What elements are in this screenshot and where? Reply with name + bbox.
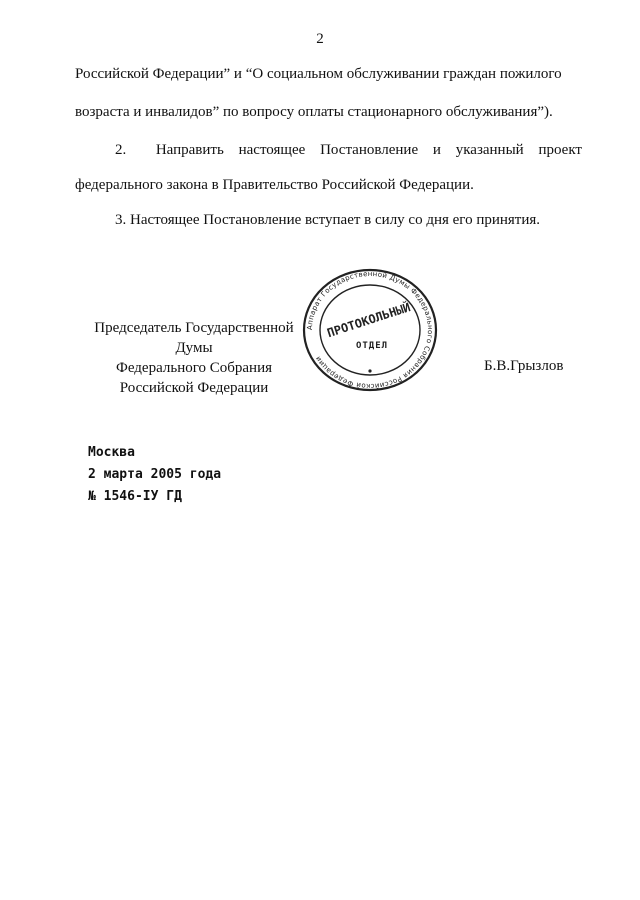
official-stamp (300, 268, 440, 392)
body-paragraph-3: 3. Настоящее Постановление вступает в силу со дня его принятия. (115, 212, 541, 228)
body-line-1: Российской Федерации” и “О социальном обслуживании граждан пожилого (75, 66, 562, 82)
meta-date: 2 марта 2005 года (88, 467, 222, 482)
signature-title-line-3: Российской Федерации (119, 380, 269, 396)
signer-name: Б.В.Грызлов (484, 358, 564, 374)
signature-title (76, 318, 312, 398)
stamp-bottom-text: ОТДЕЛ (355, 341, 389, 351)
stamp-center-text: ПРОТОКОЛЬНЫЙ (325, 300, 413, 341)
page-number: 2 (316, 31, 324, 47)
stamp-outer-text: Аппарат Государственной Думы Федерального Собрания Российской Федерации (305, 269, 435, 391)
meta-city: Москва (88, 445, 135, 460)
body-line-2: возраста и инвалидов” по вопросу оплаты стационарного обслуживания”). (75, 104, 553, 120)
body-paragraph-2: 2. Направить настоящее Постановление и указанный проект (115, 142, 582, 158)
meta-number: № 1546-IУ ГД (88, 489, 182, 504)
body-line-4: федерального закона в Правительство Российской Федерации. (75, 177, 474, 193)
stamp-dot (368, 369, 371, 372)
signature-title-line-1: Председатель Государственной Думы (94, 320, 294, 356)
signature-title-line-2: Федерального Собрания (115, 360, 273, 376)
document-meta (88, 442, 221, 508)
